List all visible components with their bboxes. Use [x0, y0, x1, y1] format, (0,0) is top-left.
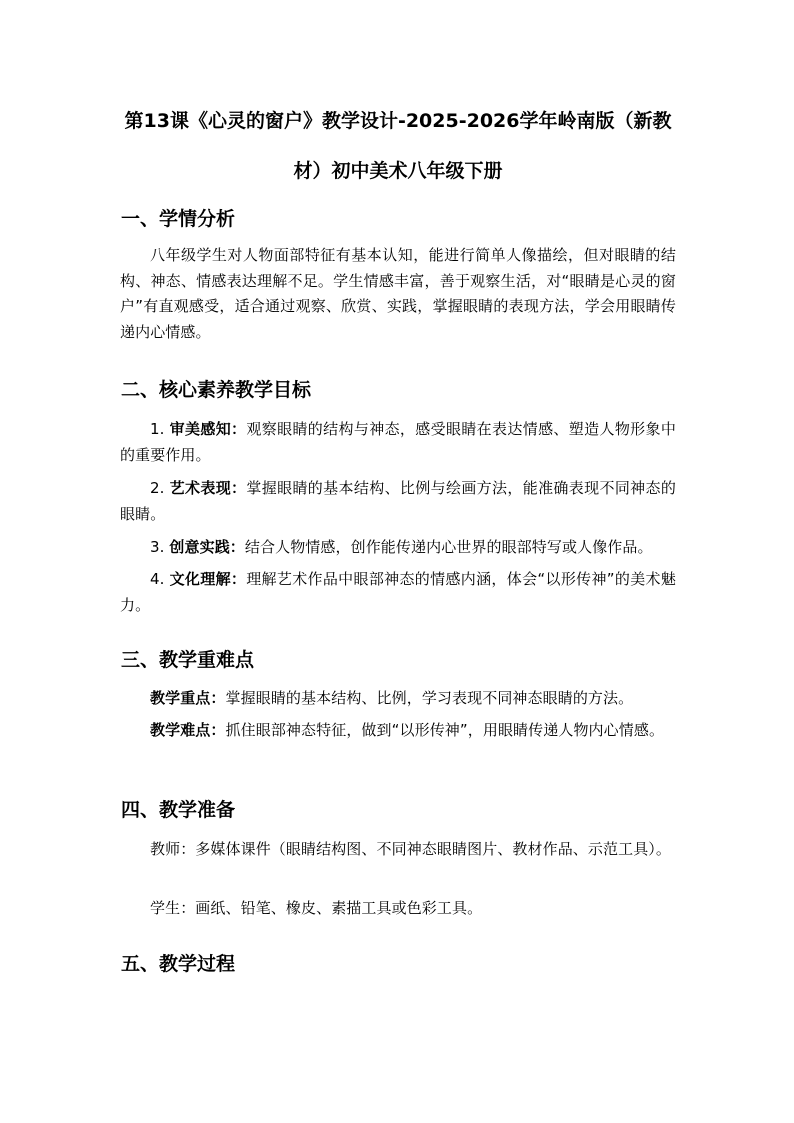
learner-analysis-paragraph: 八年级学生对人物面部特征有基本认知，能进行简单人像描绘，但对眼睛的结构、神态、情感表达理解不足。学生情感丰富，善于观察生活，对“眼睛是心灵的窗户”有直观感受，适合通过观察、欣赏、实践，掌握眼睛的表现方法，学会用眼睛传递内心情感。: [120, 246, 676, 341]
objective-text: 理解艺术作品中眼部神态的情感内涵，体会“以形传神”的美术魅力。: [120, 570, 676, 614]
difficulty-paragraph: [120, 718, 676, 744]
objective-label: 文化理解：: [169, 570, 247, 588]
objective-text: 掌握眼睛的基本结构、比例与绘画方法，能准确表现不同神态的眼睛。: [120, 479, 676, 523]
objective-item-creative: [120, 535, 676, 561]
document-title: 第13课《心灵的窗户》教学设计-2025-2026学年岭南版（新教材）初中美术八年级下册: [124, 110, 672, 182]
teacher-preparation-paragraph: 教师：多媒体课件（眼睛结构图、不同神态眼睛图片、教材作品、示范工具）。: [150, 840, 672, 858]
section-heading-teaching-process: 五、教学过程: [121, 953, 236, 975]
objective-number: 2.: [150, 479, 165, 497]
objective-label: 创意实践：: [169, 538, 245, 556]
objective-label: 审美感知：: [169, 420, 247, 438]
section-heading-preparation: 四、教学准备: [121, 799, 236, 821]
objective-text: 结合人物情感，创作能传递内心世界的眼部特写或人像作品。: [244, 538, 653, 556]
section-heading-objectives: 二、核心素养教学目标: [121, 379, 312, 401]
difficulty-label: 教学难点：: [150, 721, 226, 739]
section-heading-learner-analysis: 一、学情分析: [121, 208, 236, 230]
objective-number: 3.: [150, 538, 165, 556]
objective-label: 艺术表现：: [169, 479, 247, 497]
student-preparation-paragraph: 学生：画纸、铅笔、橡皮、素描工具或色彩工具。: [150, 899, 483, 917]
section-heading-key-points: 三、教学重难点: [121, 649, 255, 671]
objective-number: 1.: [150, 420, 165, 438]
objective-item-aesthetic: [120, 417, 676, 468]
objective-number: 4.: [150, 570, 165, 588]
key-point-label: 教学重点：: [150, 689, 226, 707]
objective-text: 观察眼睛的结构与神态，感受眼睛在表达情感、塑造人物形象中的重要作用。: [120, 420, 676, 464]
objective-item-cultural: [120, 567, 676, 618]
difficulty-text: 抓住眼部神态特征，做到“以形传神”，用眼睛传递人物内心情感。: [225, 721, 665, 739]
objective-item-artistic: [120, 476, 676, 527]
key-point-paragraph: [120, 686, 676, 712]
key-point-text: 掌握眼睛的基本结构、比例，学习表现不同神态眼睛的方法。: [225, 689, 634, 707]
